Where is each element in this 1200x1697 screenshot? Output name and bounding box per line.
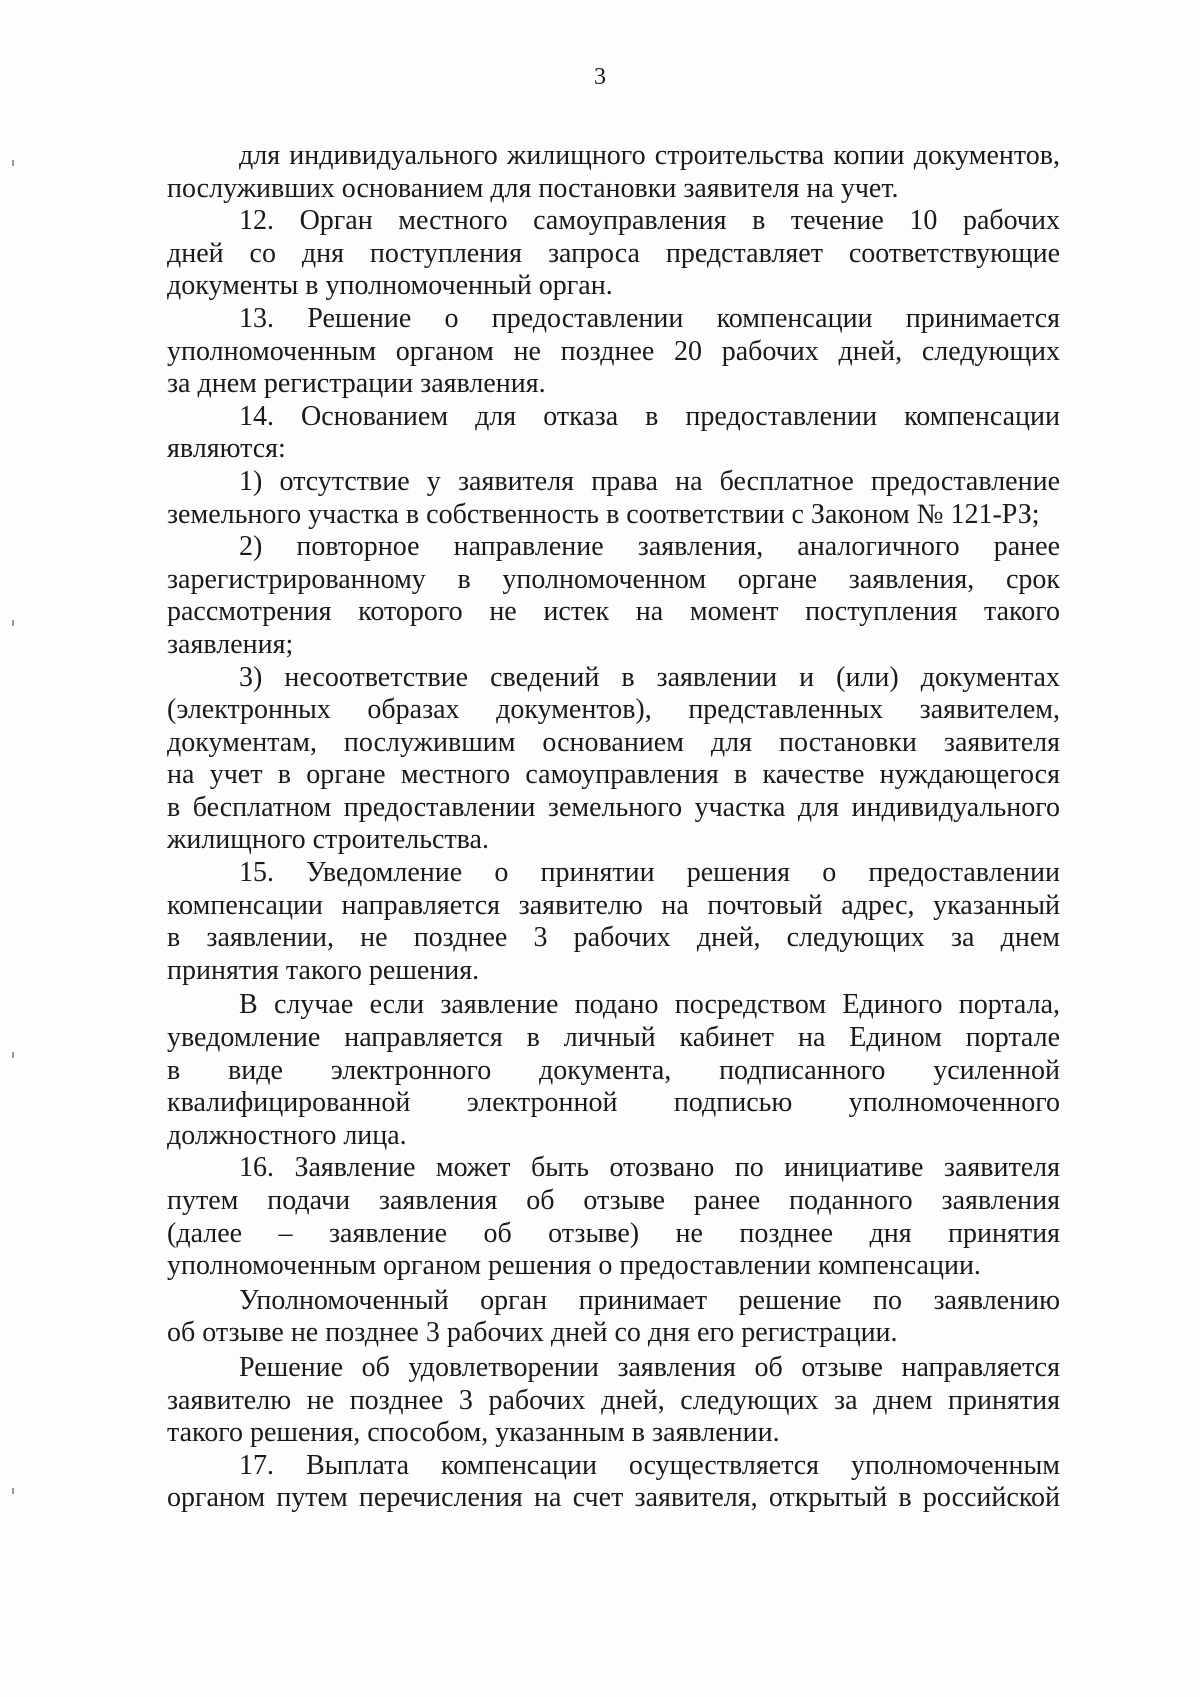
paragraph-line: в виде электронного документа, подписанного усиленной <box>167 1054 1060 1086</box>
paragraph-p16-c: Решение об удовлетворении заявления об отзыве направляется <box>239 1351 1060 1383</box>
scan-margin-mark <box>12 620 14 626</box>
paragraph-line: жилищного строительства. <box>167 824 489 856</box>
scan-margin-mark <box>12 1488 14 1494</box>
paragraph-line: заявления; <box>167 628 294 660</box>
paragraph-line: земельного участка в собственность в соответствии с Законом № 121-РЗ; <box>167 498 1040 530</box>
paragraph-line: уполномоченным органом решения о предоставлении компенсации. <box>167 1250 981 1282</box>
paragraph-line: в заявлении, не позднее 3 рабочих дней, следующих за днем <box>167 922 1060 954</box>
paragraph-line: уведомление направляется в личный кабинет на Едином портале <box>167 1022 1060 1054</box>
paragraph-line: (далее – заявление об отзыве) не позднее дня принятия <box>167 1217 1060 1249</box>
paragraph-line: дней со дня поступления запроса представляет соответствующие <box>167 237 1060 269</box>
paragraph-line: уполномоченным органом не позднее 20 рабочих дней, следующих <box>167 335 1060 367</box>
paragraph-p16: 16. Заявление может быть отозвано по инициативе заявителя <box>239 1152 1060 1184</box>
paragraph-p15-b: В случае если заявление подано посредством Единого портала, <box>239 989 1060 1021</box>
scan-margin-mark <box>12 1052 14 1058</box>
paragraph-line: послуживших основанием для постановки заявителя на учет. <box>167 172 899 204</box>
paragraph-p14-3: 3) несоответствие сведений в заявлении и (или) документах <box>239 661 1060 693</box>
paragraph-line: заявителю не позднее 3 рабочих дней, следующих за днем принятия <box>167 1384 1060 1416</box>
paragraph-line: документам, послужившим основанием для постановки заявителя <box>167 726 1060 758</box>
paragraph-line: за днем регистрации заявления. <box>167 368 546 400</box>
scan-margin-mark <box>12 160 14 166</box>
paragraph-line: квалифицированной электронной подписью уполномоченного <box>167 1087 1060 1119</box>
paragraph-line: об отзыве не позднее 3 рабочих дней со дня его регистрации. <box>167 1317 898 1349</box>
paragraph-line: зарегистрированному в уполномоченном органе заявления, срок <box>167 563 1060 595</box>
paragraph-p13: 13. Решение о предоставлении компенсации принимается <box>239 302 1060 334</box>
paragraph-p17: 17. Выплата компенсации осуществляется уполномоченным <box>239 1449 1060 1481</box>
paragraph-p0: для индивидуального жилищного строительства копии документов, <box>239 140 1060 171</box>
paragraph-p12: 12. Орган местного самоуправления в течение 10 рабочих <box>239 205 1060 237</box>
paragraph-p14-1: 1) отсутствие у заявителя права на бесплатное предоставление <box>239 465 1060 497</box>
paragraph-line: путем подачи заявления об отзыве ранее поданного заявления <box>167 1185 1060 1216</box>
paragraph-line: компенсации направляется заявителю на почтовый адрес, указанный <box>167 889 1060 921</box>
paragraph-line: в бесплатном предоставлении земельного участка для индивидуального <box>167 791 1060 823</box>
paragraph-p16-b: Уполномоченный орган принимает решение по заявлению <box>239 1284 1060 1316</box>
paragraph-line: являются: <box>167 433 286 465</box>
paragraph-p14: 14. Основанием для отказа в предоставлении компенсации <box>239 400 1060 432</box>
paragraph-line: должностного лица. <box>167 1119 407 1151</box>
paragraph-line: рассмотрения которого не истек на момент поступления такого <box>167 596 1060 628</box>
paragraph-line: документы в уполномоченный орган. <box>167 270 613 302</box>
paragraph-p14-2: 2) повторное направление заявления, аналогичного ранее <box>239 531 1060 563</box>
page-number: 3 <box>594 64 606 90</box>
paragraph-p15: 15. Уведомление о принятии решения о предоставлении <box>239 857 1060 889</box>
paragraph-line: на учет в органе местного самоуправления в качестве нуждающегося <box>167 759 1060 791</box>
paragraph-line: (электронных образах документов), представленных заявителем, <box>167 694 1060 726</box>
document-body <box>167 140 1060 1515</box>
paragraph-line: органом путем перечисления на счет заявителя, открытый в российской <box>167 1482 1060 1514</box>
paragraph-line: принятия такого решения. <box>167 954 480 986</box>
paragraph-line: такого решения, способом, указанным в заявлении. <box>167 1417 780 1449</box>
